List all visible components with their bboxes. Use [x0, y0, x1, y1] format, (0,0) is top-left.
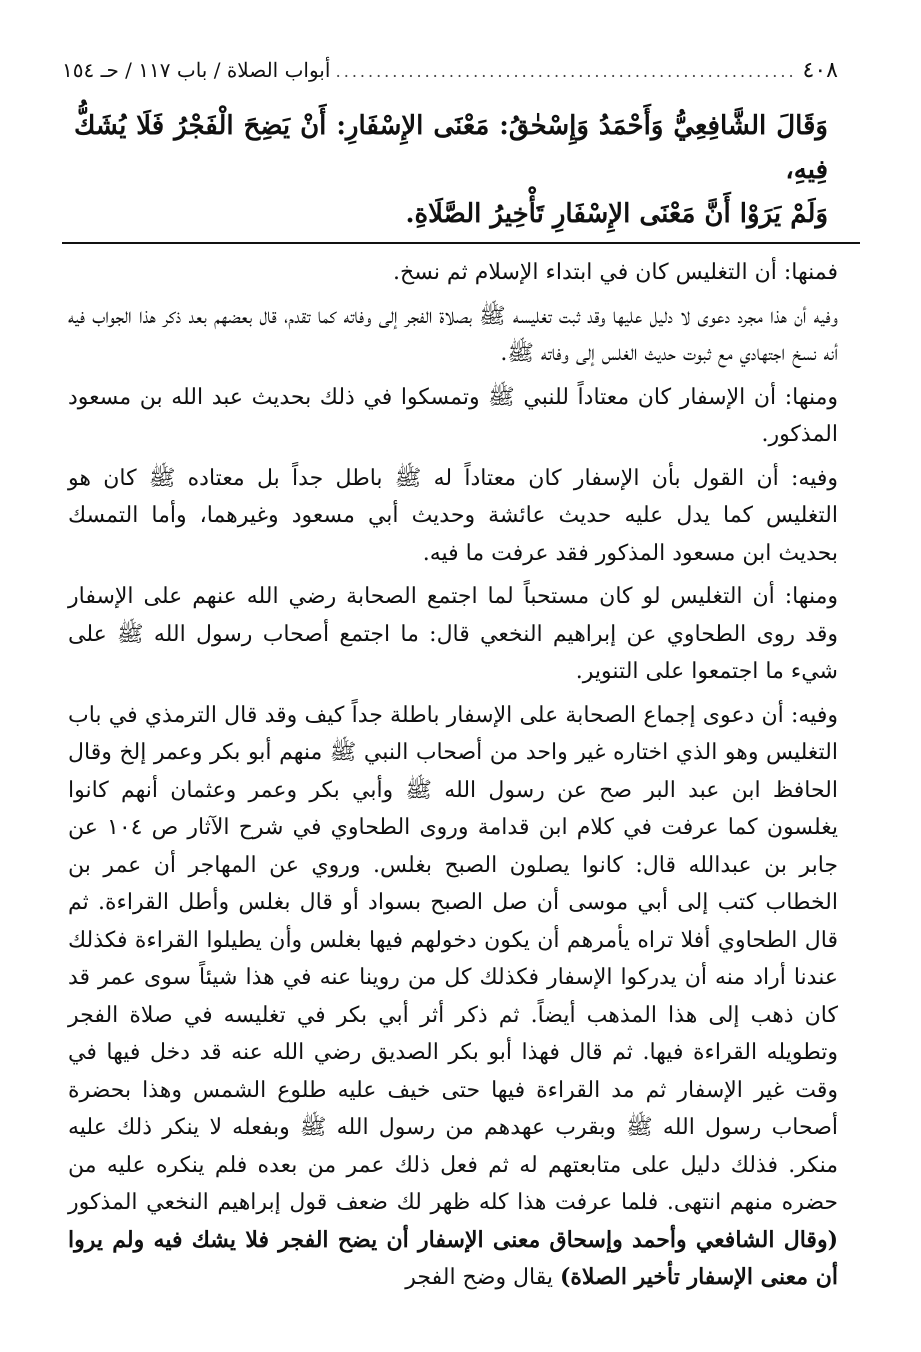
commentary-paragraph-5: ومنها: أن التغليس لو كان مستحباً لما اجتمع الصحابة رضي الله عنهم على الإسفار وقد روى الطحاوي عن إبراهيم النخعي قال: ما اجتمع أصحاب رسول الله ﷺ على شيء ما اجتمعوا على التنوير. — [68, 584, 838, 684]
commentary-paragraph-4: وفيه: أن القول بأن الإسفار كان معتاداً له ﷺ باطل جداً بل معتاده ﷺ كان هو التغليس كما يدل عليه حديث عائشة وحديث أبي مسعود وغيرهما، وأما التمسك بحديث ابن مسعود المذكور فقد عرفت ما فيه. — [68, 465, 838, 566]
hadith-line-2: وَلَمْ يَرَوْا أَنَّ مَعْنَى الإِسْفَارِ تَأْخِيرُ الصَّلَاةِ. — [405, 199, 828, 229]
commentary-paragraph-3: ومنها: أن الإسفار كان معتاداً للنبي ﷺ وتمسكوا في ذلك بحديث عبد الله بن مسعود المذكور. — [68, 384, 838, 447]
hadith-text — [62, 104, 838, 236]
page-number: ٤٠٨ — [802, 58, 838, 83]
commentary-paragraph-2: وفيه أن هذا مجرد دعوى لا دليل عليها وقد ثبت تغليسه ﷺ بصلاة الفجر إلى وفاته كما تقدم، قال بعضهم بعد ذكر هذا الجواب فيه أنه نسخ اجتهادي مع ثبوت حديث الغلس إلى وفاته ﷺ. — [68, 303, 838, 366]
commentary — [62, 254, 838, 1297]
hadith-line-1: وَقَالَ الشَّافِعِيُّ وَأَحْمَدُ وَإِسْحٰقُ: مَعْنَى الإِسْفَارِ: أَنْ يَضِحَ الْفَجْرُ فَلَا يُشَكُّ فِيهِ، — [74, 111, 828, 185]
commentary-paragraph-6-body: وفيه: أن دعوى إجماع الصحابة على الإسفار باطلة جداً كيف وقد قال الترمذي في باب التغليس وهو الذي اختاره غير واحد من أصحاب النبي ﷺ منهم أبو بكر وعمر إلخ وقال الحافظ ابن عبد البر صح عن رسول الله ﷺ وأبي بكر وعمر وعثمان أنهم كانوا يغلسون كما عرفت في كلام ابن قدامة وروى الطحاوي في شرح الآثار ص ١٠٤ عن جابر بن عبدالله قال: كانوا يصلون الصبح بغلس. وروي عن المهاجر أن عمر بن الخطاب كتب إلى أبي موسى أن صل الصبح بسواد أو قال بغلس وأطل القراءة. ثم قال الطحاوي أفلا تراه يأمرهم أن يكون دخولهم فيها بغلس وأن يطيلوا القراءة فكذلك عندنا أراد منه أن يدركوا الإسفار فكذلك كل من روينا عنه في هذا شيئاً سوى عمر قد كان ذهب إلى هذا المذهب أيضاً. ثم ذكر أثر أبي بكر في تغليسه في صلاة الفجر وتطويله القراءة فيها. ثم قال فهذا أبو بكر الصديق رضي الله عنه قد دخل فيها في وقت غير الإسفار ثم مد القراءة فيها حتى خيف عليه طلوع الشمس وهذا بحضرة أصحاب رسول الله ﷺ وبقرب عهدهم من رسول الله ﷺ وبفعله لا ينكر ذلك عليه منكر. فذلك دليل على متابعتهم له ثم فعل ذلك عمر من بعده فلم ينكره عليه من حضره منهم انتهى. فلما عرفت هذا كله ظهر لك ضعف قول إبراهيم النخعي المذكور — [68, 702, 839, 1215]
commentary-paragraph-6-tail: يقال وضح الفجر — [405, 1265, 553, 1290]
quoted-matn: (وقال الشافعي وأحمد وإسحاق معنى الإسفار أن يضح الفجر فلا يشك فيه ولم يروا أن معنى الإسفار تأخير الصلاة) — [68, 1226, 838, 1290]
page-header — [62, 50, 838, 90]
book-page — [62, 50, 838, 1297]
commentary-paragraph-6 — [68, 697, 838, 1297]
commentary-paragraph-1: فمنها: أن التغليس كان في ابتداء الإسلام ثم نسخ. — [393, 260, 838, 285]
header-dot-leader — [336, 52, 796, 92]
text-commentary-divider — [62, 242, 860, 244]
running-title: أبواب الصلاة / باب ١١٧ / حـ ١٥٤ — [62, 58, 331, 82]
